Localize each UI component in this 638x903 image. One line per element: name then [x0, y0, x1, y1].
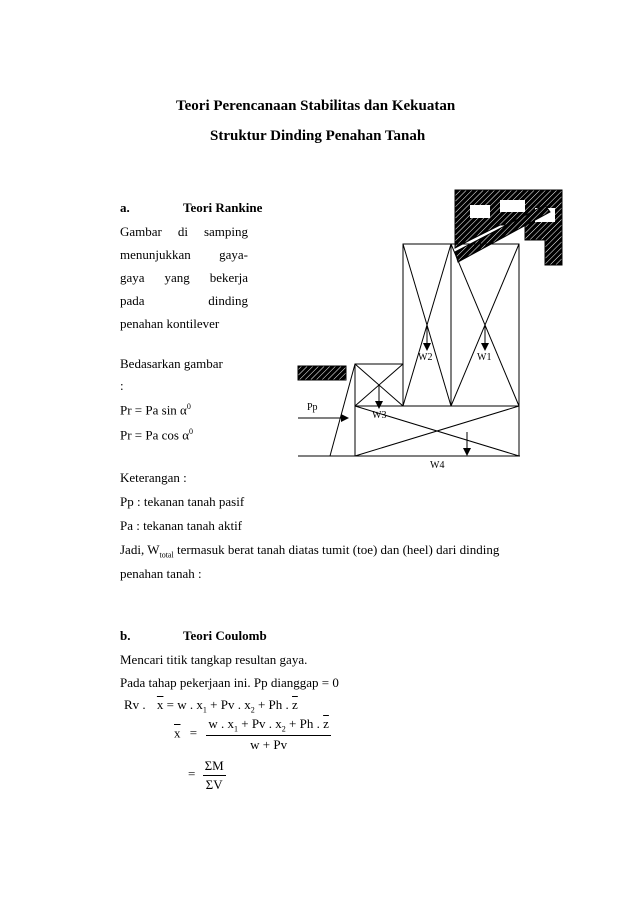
para-line-4: pada dinding	[120, 293, 248, 308]
page-subtitle: Struktur Dinding Penahan Tanah	[210, 128, 426, 144]
jadi-line-1: Jadi, $W_{total}$ termasuk berat tanah diatas tumit (toe) dan (heel) dari dinding	[120, 542, 500, 560]
page-title: Teori Perencanaan Stabilitas dan Kekuatan	[176, 98, 456, 114]
soil-hatch-top-right	[455, 190, 562, 265]
label-w2: W2	[418, 352, 433, 363]
equation-x-fraction: $\overline{x}$ = $\frac{w . x_1 + Pv . x_2 + Ph . \overline{z}}{w + Pv}$	[174, 716, 329, 752]
equation-rv: Rv . $\overline{x} = w$ . $x_1 + Pv$ . $x_2 + Ph$ . $\overline{z}$	[124, 697, 298, 715]
equation-pr-sin: Pr = Pa $\sin \alpha^0$	[120, 402, 191, 418]
para-line-1: Gambar di samping	[120, 224, 248, 239]
coulomb-line-2: Pada tahap pekerjaan ini. Pp dianggap = 0	[120, 675, 339, 690]
para-line-5: penahan kontilever	[120, 316, 220, 331]
equation-pr-cos: Pr = Pa $\cos \alpha^0$	[120, 427, 194, 443]
label-w4: W4	[430, 460, 445, 471]
section-a-heading: Teori Rankine	[183, 200, 263, 215]
keterangan-label: Keterangan :	[120, 470, 187, 485]
label-w1: W1	[477, 352, 492, 363]
section-b-letter: b.	[120, 628, 131, 643]
equation-sigma: = $\frac{\Sigma M}{\Sigma V}$	[188, 758, 224, 792]
label-w3: W3	[372, 410, 387, 421]
jadi-line-2: penahan tanah :	[120, 566, 202, 581]
label-pp: Pp	[307, 402, 318, 413]
pp-definition: Pp : tekanan tanah pasif	[120, 494, 245, 509]
coulomb-line-1: Mencari titik tangkap resultan gaya.	[120, 652, 308, 667]
based-line-1: Bedasarkan gambar	[120, 356, 223, 371]
para-line-2: menunjukkan gaya-	[120, 247, 248, 262]
para-line-3: gaya yang bekerja	[120, 270, 248, 285]
section-b-heading: Teori Coulomb	[183, 628, 267, 643]
based-line-2: :	[120, 378, 124, 393]
pa-definition: Pa : tekanan tanah aktif	[120, 518, 243, 533]
soil-hatch-left	[298, 366, 346, 380]
section-a-letter: a.	[120, 200, 130, 215]
